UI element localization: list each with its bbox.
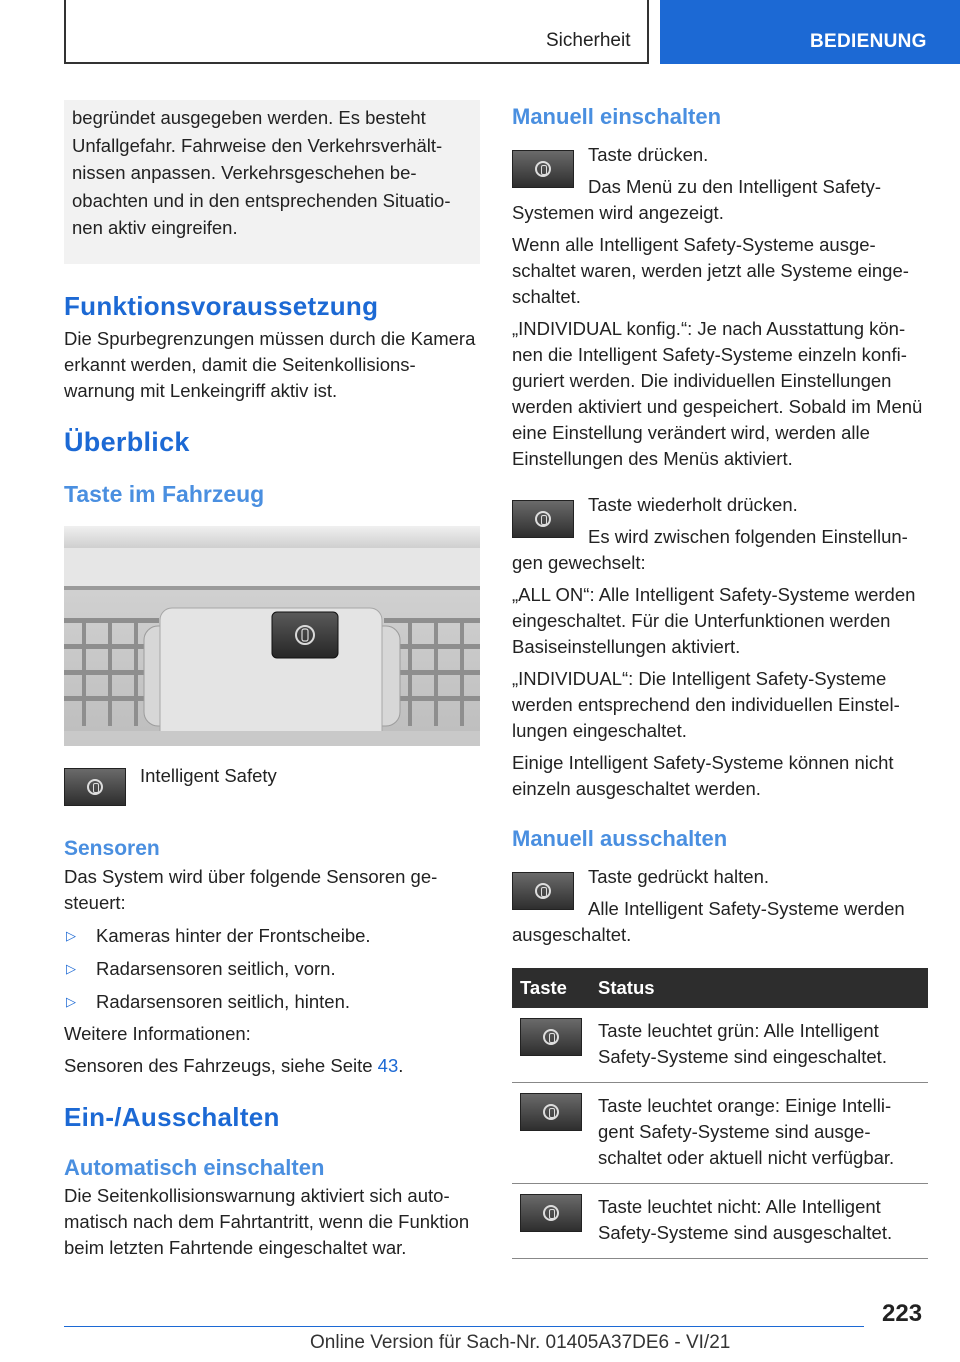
bullet-triangle-icon: ▷: [66, 993, 76, 1009]
table-row: [512, 1083, 928, 1184]
icon-caption: Intelligent Safety: [140, 764, 277, 786]
footer-text: Online Version für Sach-Nr. 01405A37DE6 - VI/21: [310, 1332, 731, 1353]
table-cell-status: Taste leuchtet nicht: Alle Intelligent Safety-Systeme sind ausgeschaltet.: [590, 1184, 928, 1259]
status-table: [512, 968, 928, 1259]
heading-funktionsvoraussetzung: Funktionsvoraussetzung: [64, 290, 379, 321]
warning-box: [64, 100, 480, 264]
paragraph-funktionsvoraussetzung: Die Spurbegrenzungen müssen durch die Kamera erkannt werden, damit die Seitenkollisionswarnung mit Lenkeingriff aktiv ist.: [64, 327, 476, 401]
step-hold-desc: Alle Intelligent Safety-Systeme werden ausgeschaltet.: [512, 898, 905, 945]
page-number: 223: [882, 1300, 923, 1327]
step-press-desc: Das Menü zu den Intelligent Safety-Systemen wird angezeigt.: [512, 176, 882, 223]
table-cell-status: Taste leuchtet grün: Alle Intelligent Safety-Systeme sind eingeschaltet.: [590, 1008, 928, 1083]
list-item: ▷ Radarsensoren seitlich, vorn.: [64, 956, 480, 982]
paragraph-einige: Einige Intelligent Safety-Systeme können nicht einzeln ausgeschaltet werden.: [512, 752, 894, 799]
button-orange-icon: [520, 1093, 582, 1131]
table-row: [512, 1184, 928, 1259]
heading-ueberblick: Überblick: [64, 426, 190, 457]
paragraph-sensoren: Das System wird über folgende Sensoren gesteuert:: [64, 865, 438, 913]
table-row: [512, 1008, 928, 1083]
right-column: [512, 100, 928, 1259]
list-item: ▷ Kameras hinter der Frontscheibe.: [64, 923, 480, 949]
safety-button-icon: [512, 872, 574, 910]
paragraph-individual: „INDIVIDUAL“: Die Intelligent Safety-Systeme werden entsprechend den individuellen Einstellungen eingeschaltet.: [512, 668, 900, 741]
table-cell-status: Taste leuchtet orange: Einige Intelligent Safety-Systeme sind ausgeschaltet oder aktuell nicht verfügbar.: [590, 1083, 928, 1184]
heading-ein-ausschalten: Ein-/Ausschalten: [64, 1101, 280, 1132]
page-link[interactable]: 43: [377, 1054, 399, 1076]
step-hold: [512, 864, 928, 948]
paragraph-automatisch: Die Seitenkollisionswarnung aktiviert sich automatisch nach dem Fahrtantritt, wenn die Funktion beim letzten Fahrtende eingeschaltet war.: [64, 1184, 470, 1258]
header-separator: [647, 0, 649, 64]
heading-taste-im-fahrzeug: Taste im Fahrzeug: [64, 480, 265, 507]
step-repeat: [512, 492, 928, 576]
safety-button-icon: [512, 500, 574, 538]
step-repeat-text: Taste wiederholt drücken.: [588, 494, 798, 515]
heading-manuell-ausschalten: Manuell ausschalten: [512, 826, 728, 851]
header-left-border: [64, 0, 66, 64]
bullet-triangle-icon: ▷: [66, 927, 76, 943]
step-hold-text: Taste gedrückt halten.: [588, 866, 769, 887]
paragraph-reference: Sensoren des Fahrzeugs, siehe Seite 43.: [64, 1054, 404, 1076]
header-tab-label: BEDIENUNG: [810, 31, 927, 52]
bullet-triangle-icon: ▷: [66, 960, 76, 976]
header-tab-bedienung[interactable]: [660, 0, 960, 64]
paragraph-alle-aus: Wenn alle Intelligent Safety-Systeme ausgeschaltet waren, werden jetzt alle Systeme eingeschaltet.: [512, 234, 909, 307]
paragraph-weitere: Weitere Informationen:: [64, 1022, 251, 1044]
footer-divider: [64, 1326, 864, 1327]
step-press-text: Taste drücken.: [588, 144, 709, 165]
safety-button-icon: [512, 150, 574, 188]
step-press: [512, 142, 928, 226]
intelligent-safety-button-icon: [64, 768, 126, 806]
button-off-icon: [520, 1194, 582, 1232]
heading-automatisch-einschalten: Automatisch einschalten: [64, 1154, 325, 1180]
vehicle-button-photo: [64, 526, 480, 746]
paragraph-individual-konfig: „INDIVIDUAL konfig.“: Je nach Ausstattung können die Intelligent Safety-Systeme einzeln konfiguriert werden. Die individuellen Einstellungen werden aktiviert und gespeichert. Sobald im Menü eine Einstellung verändert wird, werden alle Einstellungen des Menüs aktiviert.: [512, 318, 923, 469]
table-header-status: Status: [590, 968, 928, 1008]
header-bottom-border: [64, 62, 648, 64]
left-column: [64, 100, 480, 1261]
table-header-taste: Taste: [512, 968, 590, 1008]
icon-legend-row: [64, 766, 480, 806]
step-repeat-desc: Es wird zwischen folgenden Einstellungen gewechselt:: [512, 526, 908, 573]
list-item: ▷ Radarsensoren seitlich, hinten.: [64, 989, 480, 1015]
paragraph-all-on: „ALL ON“: Alle Intelligent Safety-Systeme werden eingeschaltet. Für die Unterfunktionen werden Basiseinstellungen aktiviert.: [512, 584, 916, 657]
heading-sensoren: Sensoren: [64, 836, 160, 860]
button-green-icon: [520, 1018, 582, 1056]
header-section-title: Sicherheit: [546, 30, 631, 51]
warning-text: begründet ausgegeben werden. Es besteht Unfallgefahr. Fahrweise den Verkehrsverhältnissen anpassen. Verkehrsgeschehen beobachten und in den entsprechenden Situationen aktiv eingreifen.: [72, 107, 451, 238]
heading-manuell-einschalten: Manuell einschalten: [512, 104, 722, 129]
